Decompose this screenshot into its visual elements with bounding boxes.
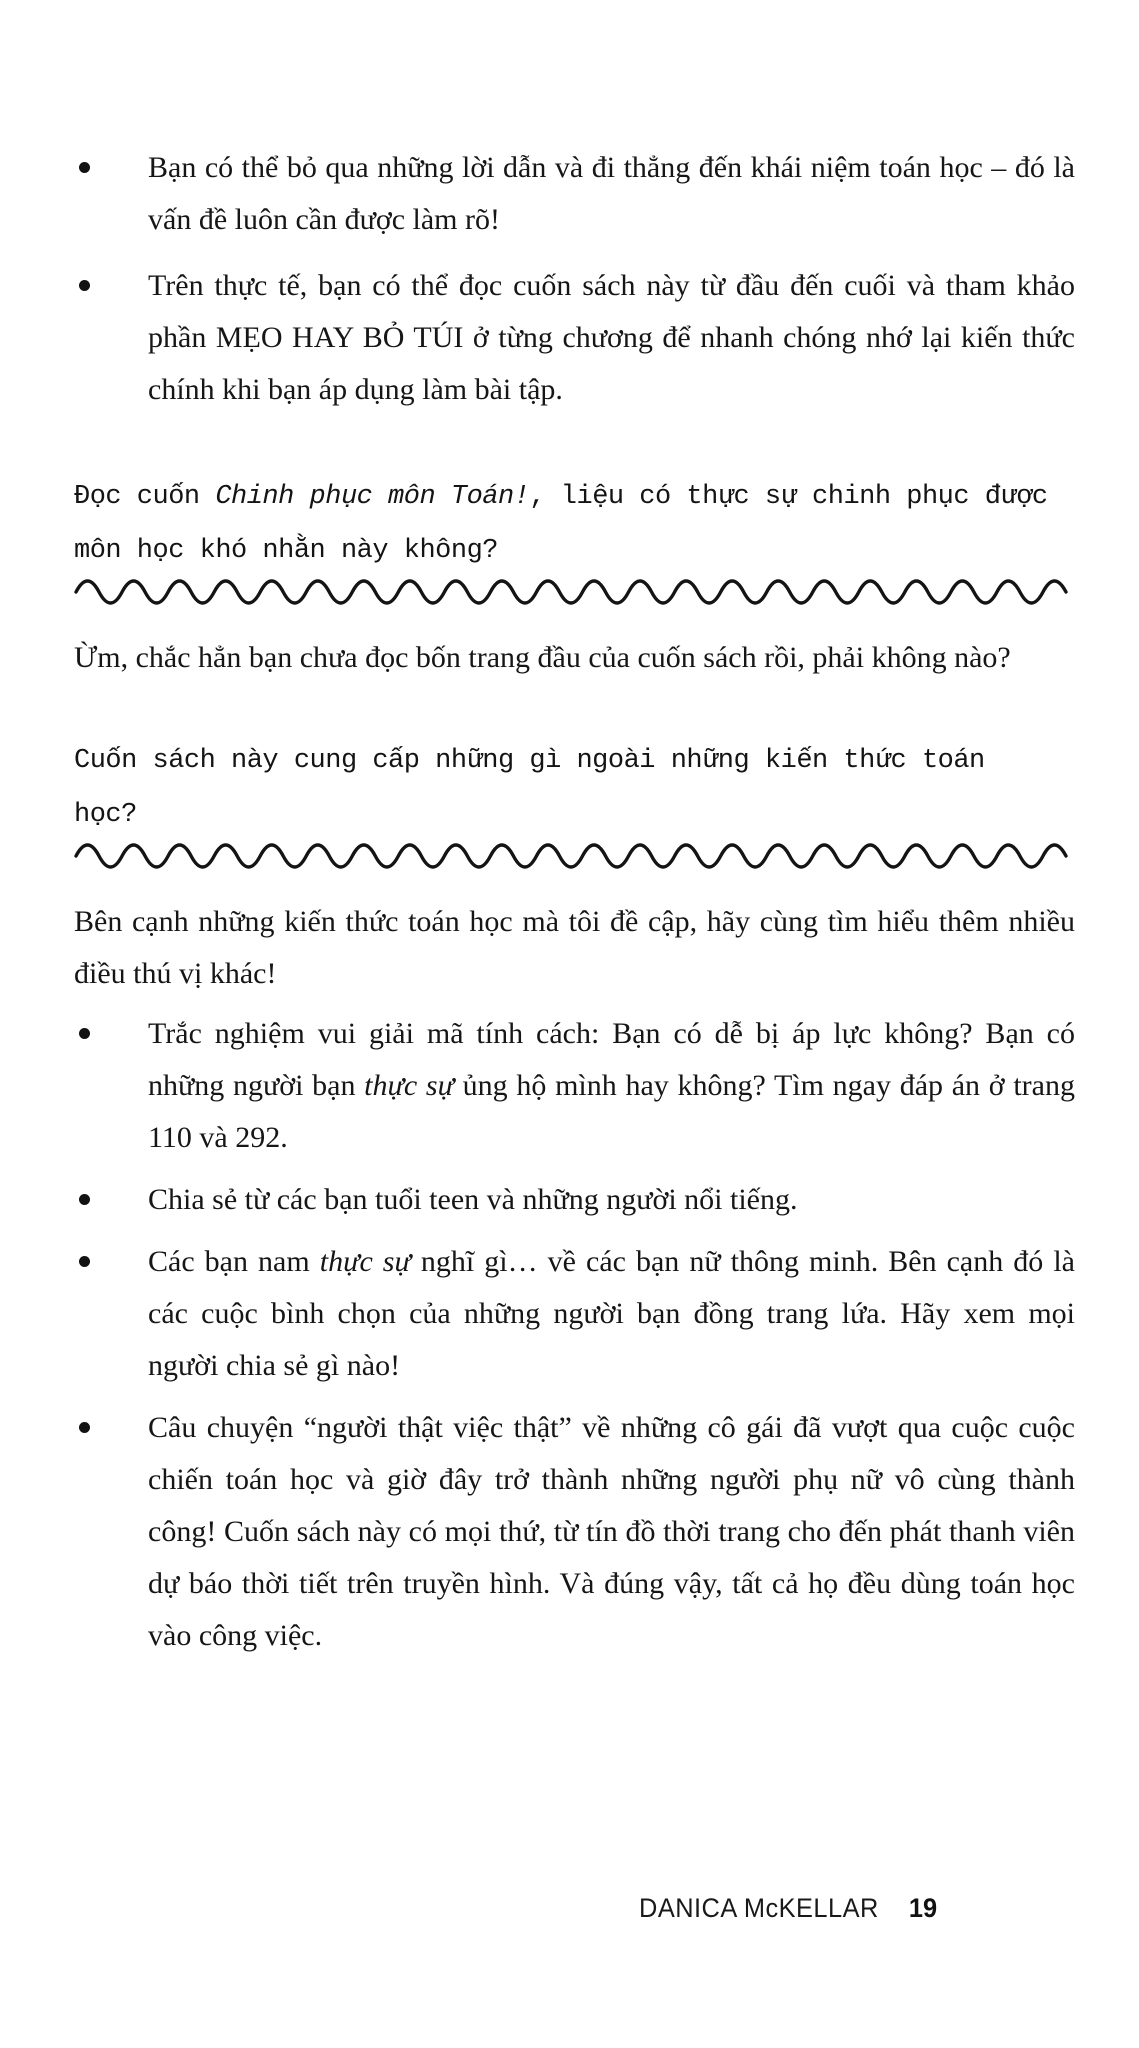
text-segment: Các bạn nam xyxy=(148,1245,320,1278)
bullet-item xyxy=(74,260,1075,416)
footer-page-number: 19 xyxy=(908,1893,937,1923)
bullet-text xyxy=(148,1236,1075,1392)
answer-text xyxy=(74,632,1075,684)
question-text xyxy=(74,470,1059,578)
bullet-item xyxy=(74,1174,1075,1226)
text-segment: Chinh phục môn Toán! xyxy=(215,482,530,512)
bullet-text xyxy=(148,1008,1075,1164)
bullet-icon xyxy=(79,280,90,291)
bullet-item xyxy=(74,1008,1075,1164)
wavy-underline xyxy=(74,578,1075,606)
bullet-item xyxy=(74,1236,1075,1392)
bullet-icon xyxy=(79,1256,90,1267)
bullet-text xyxy=(148,260,1075,416)
text-segment: Trắc nghiệm vui giải mã tính cách: Bạn có dễ bị áp lực không? Bạn có những người bạn xyxy=(148,1017,1075,1102)
text-segment: Đọc cuốn xyxy=(74,482,216,512)
bullet-item xyxy=(74,1402,1075,1662)
qa-section xyxy=(74,734,1075,1000)
text-segment: Ừm, chắc hẳn bạn chưa đọc bốn trang đầu của cuốn sách rồi, phải không nào? xyxy=(74,641,1011,674)
answer-text xyxy=(74,896,1075,1000)
text-segment: Trên thực tế, bạn có thể đọc cuốn sách này từ đầu đến cuối và tham khảo phần MẸO HAY BỎ TÚI ở từng chương để nhanh chóng nhớ lại kiến thức chính khi bạn áp dụng làm bài tập. xyxy=(148,269,1075,406)
bullet-icon xyxy=(79,1194,90,1205)
text-segment: nghĩ gì… về các bạn nữ thông minh. Bên cạnh đó là các cuộc bình chọn của những người bạn đồng trang lứa. Hãy xem mọi người chia sẻ gì nào! xyxy=(148,1245,1075,1382)
qa-section xyxy=(74,470,1075,684)
content-column xyxy=(74,142,1075,1662)
bullet-icon xyxy=(79,1422,90,1433)
intro-bullet-list xyxy=(74,142,1075,416)
text-segment: , liệu có thực sự chinh phục được môn học khó nhằn này không? xyxy=(74,482,1048,566)
text-segment: Chia sẻ từ các bạn tuổi teen và những người nổi tiếng. xyxy=(148,1183,798,1216)
text-segment: Cuốn sách này cung cấp những gì ngoài những kiến thức toán học? xyxy=(74,746,985,830)
footer xyxy=(639,1893,937,1924)
text-segment: Câu chuyện “người thật việc thật” về những cô gái đã vượt qua cuộc cuộc chiến toán học và giờ đây trở thành những người phụ nữ vô cùng thành công! Cuốn sách này có mọi thứ, từ tín đồ thời trang cho đến phát thanh viên dự báo thời tiết trên truyền hình. Và đúng vậy, tất cả họ đều dùng toán học vào công việc. xyxy=(148,1411,1075,1652)
bullet-icon xyxy=(79,162,90,173)
bullet-text xyxy=(148,1174,1075,1226)
bullet-text xyxy=(148,1402,1075,1662)
text-segment: thực sự xyxy=(319,1245,411,1278)
question-text xyxy=(74,734,1059,842)
bullet-item xyxy=(74,142,1075,246)
text-segment: Bên cạnh những kiến thức toán học mà tôi đề cập, hãy cùng tìm hiểu thêm nhiều điều thú vị khác! xyxy=(74,905,1075,990)
wavy-underline xyxy=(74,842,1075,870)
footer-author: DANICA McKELLAR xyxy=(638,1893,879,1923)
feature-bullet-list xyxy=(74,1008,1075,1662)
text-segment: thực sự xyxy=(364,1069,454,1102)
bullet-icon xyxy=(79,1028,90,1039)
text-segment: ủng hộ mình hay không? Tìm ngay đáp án ở trang 110 và 292. xyxy=(148,1069,1075,1154)
bullet-text xyxy=(148,142,1075,246)
text-segment: Bạn có thể bỏ qua những lời dẫn và đi thẳng đến khái niệm toán học – đó là vấn đề luôn cần được làm rõ! xyxy=(148,151,1075,236)
